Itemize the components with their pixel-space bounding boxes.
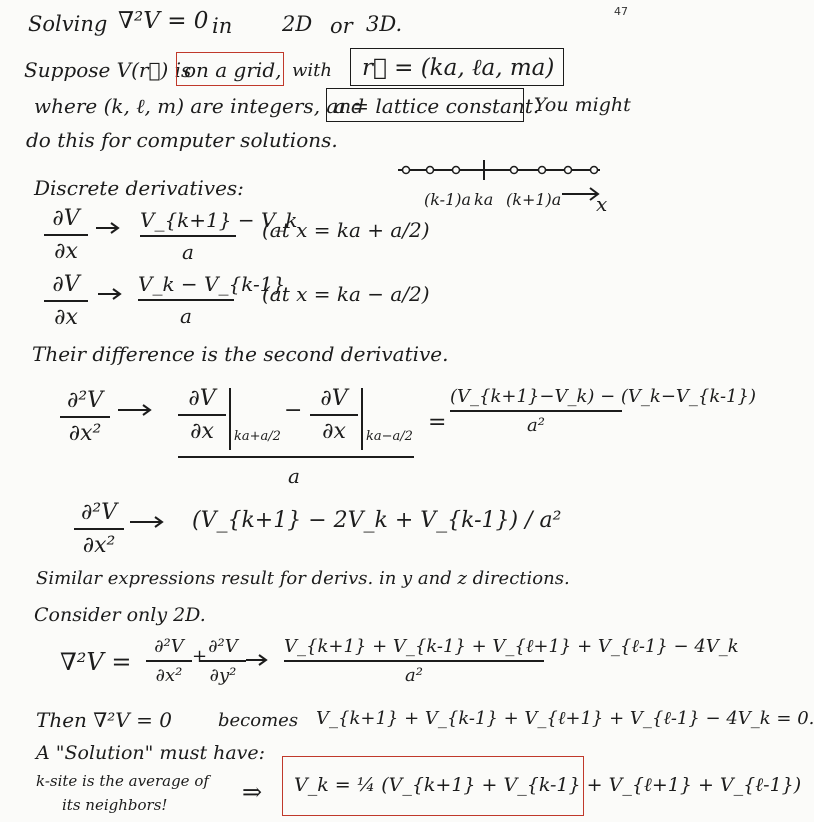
second-main-bar — [178, 456, 414, 458]
intro-suppose: Suppose V(r⃗) is — [24, 58, 192, 82]
lap-term1-num: ∂²V — [154, 636, 184, 657]
lap-term1-den: ∂x² — [155, 665, 183, 686]
fwd-lhs-den: ∂x — [54, 239, 78, 264]
second-lhs-den: ∂x² — [68, 421, 102, 446]
discrete-heading: Discrete derivatives: — [34, 176, 244, 200]
final-lhs-fraction — [74, 500, 124, 558]
second-term2-num: ∂V — [320, 386, 348, 411]
laplacian-lhs: ∇²V = — [60, 648, 132, 676]
title-solving: Solving — [28, 12, 108, 36]
then-laplace: Then ∇²V = 0 — [36, 708, 172, 732]
second-sub-minus: ka−a/2 — [366, 429, 413, 444]
intro-where: where (k, ℓ, m) are integers, and — [34, 94, 365, 118]
final-lhs-num: ∂²V — [80, 500, 118, 525]
title-3d: 3D. — [366, 12, 403, 36]
second-result-den: a² — [527, 415, 545, 436]
fwd-rhs-den: a — [182, 240, 194, 264]
implies-arrow: ⇒ — [242, 778, 263, 806]
fwd-lhs-fraction — [44, 206, 88, 264]
solution-line3: its neighbors! — [62, 796, 168, 814]
lap-term2-num: ∂²V — [208, 636, 238, 657]
second-lhs-num: ∂²V — [66, 388, 104, 413]
bwd-note: (at x = ka − a/2) — [262, 282, 430, 306]
bwd-rhs-den: a — [180, 304, 192, 328]
second-sub-plus: ka+a/2 — [234, 429, 281, 444]
fwd-note: (at x = ka + a/2) — [262, 218, 430, 242]
lap-term2-fraction — [200, 636, 246, 686]
intro-do-this: do this for computer solutions. — [26, 128, 338, 152]
lap-rhs-num: V_{k+1} + V_{k-1} + V_{ℓ+1} + V_{ℓ-1} − 4V_k — [284, 636, 739, 657]
position-vector: r⃗ = (ka, ℓa, ma) — [362, 55, 555, 81]
lap-term1-fraction — [146, 636, 192, 686]
axis-label-km1: (k-1)a — [424, 190, 472, 209]
title-in: in — [212, 14, 233, 38]
second-result-num: (V_{k+1}−V_k) − (V_k−V_{k-1}) — [450, 386, 756, 407]
becomes-word: becomes — [218, 710, 299, 731]
solution-line2: k-site is the average of — [36, 772, 209, 790]
fwd-rhs-fraction — [140, 208, 298, 264]
bwd-lhs-num: ∂V — [52, 272, 80, 297]
solution-line1: A "Solution" must have: — [36, 742, 266, 764]
similar-line2: Consider only 2D. — [34, 604, 206, 626]
second-result-fraction — [450, 386, 756, 436]
fwd-lhs-num: ∂V — [52, 206, 80, 231]
final-rhs: (V_{k+1} − 2V_k + V_{k-1}) / a² — [192, 508, 562, 533]
second-outer-den: a — [288, 464, 300, 488]
title-equation: ∇²V = 0 — [118, 8, 209, 34]
page-number: 47 — [614, 5, 628, 18]
second-term2-den: ∂x — [322, 419, 346, 444]
bwd-rhs-fraction — [138, 272, 286, 328]
lap-rhs-fraction — [284, 636, 739, 686]
lap-term2-den: ∂y² — [209, 665, 237, 686]
solution-result: V_k = ¼ (V_{k+1} + V_{k-1} + V_{ℓ+1} + V_{ℓ-1}) — [294, 774, 802, 796]
second-term1-num: ∂V — [188, 386, 216, 411]
second-term2-fraction — [310, 386, 358, 444]
fwd-rhs-num: V_{k+1} − V_k — [140, 208, 298, 232]
intro-you-might: You might — [534, 94, 631, 116]
bwd-lhs-den: ∂x — [54, 305, 78, 330]
title-2d: 2D — [282, 12, 313, 36]
axis-label-k: ka — [474, 190, 494, 209]
intro-lattice: a = lattice constant. — [334, 94, 540, 118]
axis-label-kp1: (k+1)a — [506, 190, 562, 209]
second-equals: = — [428, 410, 447, 435]
intro-on-grid: on a grid, — [184, 58, 282, 82]
second-lhs-fraction — [60, 388, 110, 446]
second-minus: − — [284, 398, 303, 423]
lap-plus: + — [192, 646, 208, 667]
second-term1-fraction — [178, 386, 226, 444]
final-lhs-den: ∂x² — [82, 533, 116, 558]
axis-var-x: x — [596, 192, 608, 216]
second-term1-den: ∂x — [190, 419, 214, 444]
intro-with: with — [292, 60, 332, 81]
title-or: or — [330, 14, 353, 38]
bwd-rhs-num: V_k − V_{k-1} — [138, 272, 286, 296]
bwd-lhs-fraction — [44, 272, 88, 330]
lap-rhs-den: a² — [405, 665, 423, 686]
becomes-equation: V_{k+1} + V_{k-1} + V_{ℓ+1} + V_{ℓ-1} − 4V_k = 0. — [316, 708, 814, 729]
second-heading: Their difference is the second derivative. — [32, 342, 449, 366]
similar-line1: Similar expressions result for derivs. in y and z directions. — [36, 568, 570, 589]
